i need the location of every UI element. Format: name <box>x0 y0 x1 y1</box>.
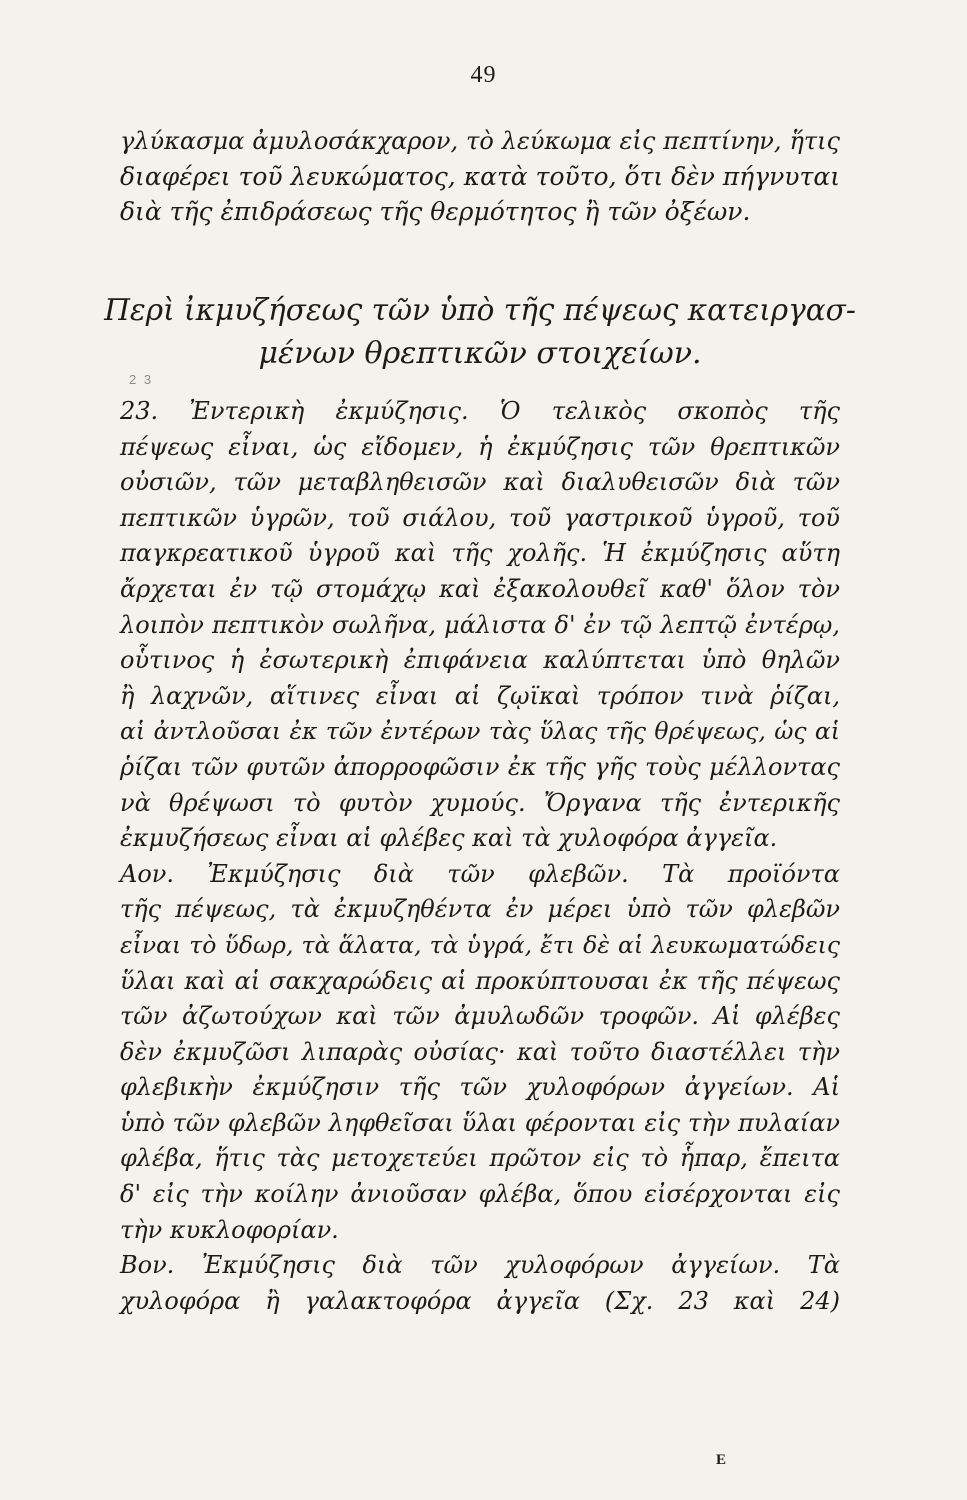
text-line: γλύκασμα ἀμυλοσάκχαρον, τὸ λεύκωμα εἰς πεπτίνην, ἥτις <box>120 127 840 155</box>
text-line: λοιπὸν πεπτικὸν σωλῆνα, μάλιστα δ' ἐν τῷ λεπτῷ ἐντέρῳ, <box>120 610 840 639</box>
text-line: δὲν ἐκμυζῶσι λιπαρὰς οὐσίας· καὶ τοῦτο διαστέλλει τὴν <box>120 1037 840 1066</box>
text-line: Βον. Ἐκμύζησις διὰ τῶν χυλοφόρων ἀγγείων. Τὰ <box>120 1251 840 1280</box>
text-line: Αον. Ἐκμύζησις διὰ τῶν φλεβῶν. Τὰ προϊόντα <box>120 859 840 888</box>
text-line: τὴν κυκλοφορίαν. <box>120 1215 339 1244</box>
text-line: τῶν ἀζωτούχων καὶ τῶν ἀμυλωδῶν τροφῶν. Αἱ φλέβες <box>120 1002 840 1031</box>
text-line: φλεβικὴν ἐκμύζησιν τῆς τῶν χυλοφόρων ἀγγείων. Αἱ <box>120 1073 840 1102</box>
signature-mark: Ε <box>716 1452 728 1468</box>
text-line: οὐσιῶν, τῶν μεταβληθεισῶν καὶ διαλυθεισῶν διὰ τῶν <box>120 468 840 497</box>
text-line: πεπτικῶν ὑγρῶν, τοῦ σιάλου, τοῦ γαστρικοῦ ὑγροῦ, τοῦ <box>120 503 840 532</box>
text-line: ἢ λαχνῶν, αἵτινες εἶναι αἱ ζῳϊκαὶ τρόπον τινὰ ῥίζαι, <box>120 681 840 710</box>
text-line: ἐκμυζήσεως εἶναι αἱ φλέβες καὶ τὰ χυλοφόρα ἀγγεῖα. <box>120 824 778 853</box>
text-line: χυλοφόρα ἢ γαλακτοφόρα ἀγγεῖα (Σχ. 23 καὶ 24) <box>120 1286 840 1315</box>
text-line: διὰ τῆς ἐπιδράσεως τῆς θερμότητος ἢ τῶν ὀξέων. <box>120 197 751 226</box>
intro-paragraph <box>120 124 840 229</box>
page-number: 49 <box>470 62 497 88</box>
text-line: ῥίζαι τῶν φυτῶν ἀπορροφῶσιν ἐκ τῆς γῆς τοὺς μέλλοντας <box>120 752 840 781</box>
text-line: διαφέρει τοῦ λευκώματος, κατὰ τοῦτο, ὅτι δὲν πήγνυται <box>120 162 840 191</box>
text-line: ὕλαι καὶ αἱ σακχαρώδεις αἱ προκύπτουσαι ἐκ τῆς πέψεως <box>120 966 840 995</box>
text-line: παγκρεατικοῦ ὑγροῦ καὶ τῆς χολῆς. Ἡ ἐκμύζησις αὕτη <box>120 539 840 568</box>
text-line: ἄρχεται ἐν τῷ στομάχῳ καὶ ἐξακολουθεῖ καθ' ὅλον τὸν <box>120 574 840 603</box>
text-line: νὰ θρέψωσι τὸ φυτὸν χυμούς. Ὄργανα τῆς ἐντερικῆς <box>120 788 840 817</box>
text-line: τῆς πέψεως, τὰ ἐκμυζηθέντα ἐν μέρει ὑπὸ τῶν φλεβῶν <box>120 895 840 924</box>
text-line: πέψεως εἶναι, ὡς εἴδομεν, ἡ ἐκμύζησις τῶν θρεπτικῶν <box>120 432 840 461</box>
text-line: δ' εἰς τὴν κοίλην ἀνιοῦσαν φλέβα, ὅπου εἰσέρχονται εἰς <box>120 1180 840 1209</box>
text-line: φλέβα, ἥτις τὰς μετοχετεύει πρῶτον εἰς τὸ ἧπαρ, ἔπειτα <box>120 1144 840 1173</box>
text-line: οὗτινος ἡ ἐσωτερικὴ ἐπιφάνεια καλύπτεται ὑπὸ θηλῶν <box>120 646 840 675</box>
text-line: 23. Ἐντερικὴ ἐκμύζησις. Ὁ τελικὸς σκοπὸς τῆς <box>120 397 840 425</box>
heading-line: μένων θρεπτικῶν στοιχείων. <box>258 336 702 371</box>
body-paragraphs <box>120 394 840 1319</box>
margin-note: 2 3 <box>129 372 154 387</box>
text-line: εἶναι τὸ ὕδωρ, τὰ ἅλατα, τὰ ὑγρά, ἔτι δὲ αἱ λευκωματώδεις <box>120 930 840 959</box>
section-heading <box>100 288 860 376</box>
heading-line: Περὶ ἰκμυζήσεως τῶν ὑπὸ τῆς πέψεως κατειργασ- <box>104 293 856 327</box>
text-line: ὑπὸ τῶν φλεβῶν ληφθεῖσαι ὕλαι φέρονται εἰς τὴν πυλαίαν <box>120 1108 840 1137</box>
text-line: αἱ ἀντλοῦσαι ἐκ τῶν ἐντέρων τὰς ὕλας τῆς θρέψεως, ὡς αἱ <box>120 717 840 746</box>
